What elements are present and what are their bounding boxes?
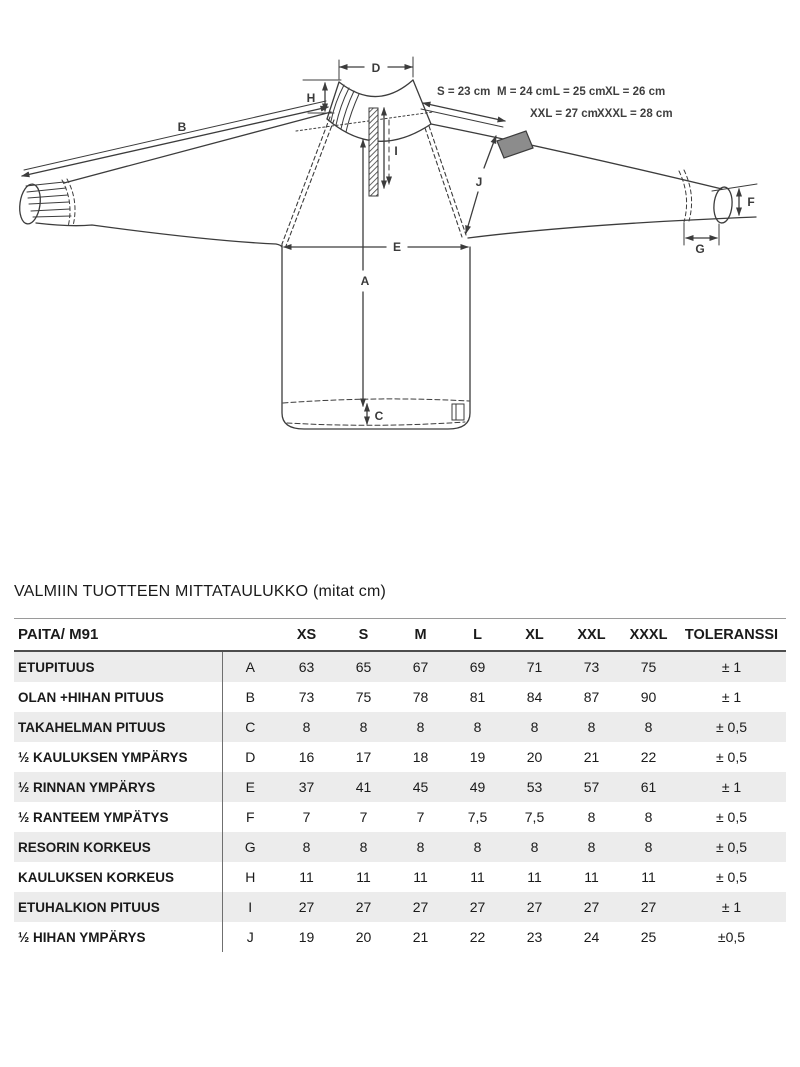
letter-column-header	[222, 619, 278, 652]
body	[282, 245, 470, 429]
table-row	[14, 742, 786, 772]
value-xxxl: 8	[644, 809, 653, 825]
dimension-letter: J	[246, 929, 254, 945]
dimension-i-arrow	[384, 108, 389, 188]
size-note-xxl: XXL = 27 cm	[530, 108, 598, 120]
value-xxl: 11	[584, 869, 599, 885]
left-raglan-seam	[282, 117, 330, 244]
size-header-xs: XS	[278, 619, 335, 652]
table-row	[14, 832, 786, 862]
value-xl: 84	[526, 689, 543, 705]
value-xs: 16	[298, 749, 315, 765]
measurement-label: RESORIN KORKEUS	[14, 832, 222, 862]
value-l: 11	[470, 869, 485, 885]
value-l: 8	[473, 719, 482, 735]
value-xs: 63	[298, 659, 315, 675]
measurement-label: ½ HIHAN YMPÄRYS	[14, 922, 222, 952]
value-s: 7	[359, 809, 368, 825]
value-l: 69	[469, 659, 486, 675]
left-sleeve	[17, 112, 331, 247]
value-xxl: 87	[583, 689, 600, 705]
value-xs: 37	[298, 779, 315, 795]
value-xs: 19	[298, 929, 315, 945]
tolerance-value: ± 0,5	[715, 719, 748, 735]
dimension-label-a: A	[360, 274, 370, 288]
dimension-letter: B	[245, 689, 255, 705]
value-m: 18	[412, 749, 429, 765]
value-xxl: 57	[583, 779, 600, 795]
measurement-label: ETUHALKION PITUUS	[14, 892, 222, 922]
value-s: 65	[355, 659, 372, 675]
value-xl: 53	[526, 779, 543, 795]
dimension-label-e: E	[392, 240, 402, 254]
tolerance-value: ± 1	[721, 689, 742, 705]
dimension-label-f: F	[747, 195, 755, 209]
zipper	[369, 108, 378, 196]
value-m: 45	[412, 779, 429, 795]
value-xl: 8	[530, 719, 539, 735]
dimension-letter: H	[245, 869, 256, 885]
tolerance-value: ± 1	[721, 899, 742, 915]
value-l: 27	[469, 899, 486, 915]
size-header-s: S	[335, 619, 392, 652]
dimension-label-i: I	[394, 144, 398, 158]
dimension-label-j: J	[475, 175, 483, 189]
measurement-table	[14, 618, 786, 952]
tolerance-value: ± 0,5	[715, 869, 748, 885]
value-xxxl: 90	[640, 689, 657, 705]
collar-to-patch-arrow	[421, 103, 505, 127]
value-xl: 23	[526, 929, 543, 945]
table-row	[14, 892, 786, 922]
value-xs: 7	[302, 809, 311, 825]
tolerance-value: ± 1	[721, 779, 742, 795]
value-l: 19	[469, 749, 486, 765]
value-xs: 8	[302, 839, 311, 855]
dimension-label-h: H	[306, 91, 316, 105]
collar-fold-line	[296, 112, 433, 131]
value-xl: 8	[530, 839, 539, 855]
value-xxxl: 8	[644, 839, 653, 855]
value-m: 21	[412, 929, 429, 945]
size-note-s: S = 23 cm	[437, 86, 491, 98]
measurement-label: TAKAHELMAN PITUUS	[14, 712, 222, 742]
value-xl: 20	[526, 749, 543, 765]
value-m: 27	[412, 899, 429, 915]
hem-tag	[452, 404, 464, 420]
tolerance-value: ±0,5	[717, 929, 746, 945]
dimension-label-c: C	[374, 409, 384, 423]
tolerance-value: ± 0,5	[715, 749, 748, 765]
table-row	[14, 802, 786, 832]
dimension-letter: I	[248, 899, 253, 915]
value-xxxl: 75	[640, 659, 657, 675]
size-note-m: M = 24 cm	[497, 86, 553, 98]
value-xxxl: 25	[640, 929, 657, 945]
value-xxl: 21	[583, 749, 600, 765]
size-header-l: L	[449, 619, 506, 652]
value-l: 81	[469, 689, 486, 705]
size-header-xxxl: XXXL	[620, 619, 677, 652]
value-xs: 11	[299, 869, 314, 885]
tolerance-value: ± 0,5	[715, 839, 748, 855]
value-xxl: 8	[587, 809, 596, 825]
size-header-m: M	[392, 619, 449, 652]
value-m: 7	[416, 809, 425, 825]
measurement-label: KAULUKSEN KORKEUS	[14, 862, 222, 892]
dimension-b-arrow	[22, 101, 328, 176]
value-m: 8	[416, 719, 425, 735]
sleeve-patch	[497, 131, 533, 158]
table-row	[14, 712, 786, 742]
table-row	[14, 651, 786, 682]
value-xxxl: 8	[644, 719, 653, 735]
measurement-label: ½ RINNAN YMPÄRYS	[14, 772, 222, 802]
dimension-letter: D	[245, 749, 256, 765]
collar	[327, 80, 431, 141]
table-row	[14, 862, 786, 892]
dimension-label-g: G	[695, 242, 705, 256]
product-name: PAITA/ M91	[14, 619, 222, 652]
table-row	[14, 922, 786, 952]
measurement-label: OLAN +HIHAN PITUUS	[14, 682, 222, 712]
value-xxl: 27	[583, 899, 600, 915]
value-xxxl: 27	[640, 899, 657, 915]
value-xl: 27	[526, 899, 543, 915]
dimension-letter: F	[245, 809, 255, 825]
value-xl: 11	[527, 869, 542, 885]
value-xxxl: 22	[640, 749, 657, 765]
table-header	[14, 619, 786, 652]
dimension-letter: C	[245, 719, 256, 735]
right-raglan-seam-inner	[425, 128, 462, 237]
value-m: 8	[416, 839, 425, 855]
value-xs: 8	[302, 719, 311, 735]
left-raglan-seam-inner	[286, 120, 334, 246]
tolerance-header: TOLERANSSI	[677, 619, 786, 652]
value-xl: 7,5	[524, 809, 545, 825]
value-s: 8	[359, 839, 368, 855]
right-raglan-seam	[429, 126, 466, 235]
dimension-label-d: D	[371, 61, 381, 75]
value-l: 8	[473, 839, 482, 855]
value-l: 22	[469, 929, 486, 945]
table-row	[14, 772, 786, 802]
value-s: 11	[356, 869, 371, 885]
value-s: 27	[355, 899, 372, 915]
value-xs: 27	[298, 899, 315, 915]
size-note-l: L = 25 cm	[553, 86, 606, 98]
value-xxxl: 61	[640, 779, 657, 795]
value-xxl: 8	[587, 839, 596, 855]
value-l: 49	[469, 779, 486, 795]
measurement-label: ETUPITUUS	[14, 651, 222, 682]
size-header-xl: XL	[506, 619, 563, 652]
value-xl: 71	[526, 659, 543, 675]
value-s: 41	[355, 779, 372, 795]
tolerance-value: ± 1	[721, 659, 742, 675]
size-note-xxxl: XXXL = 28 cm	[597, 108, 673, 120]
value-l: 7,5	[467, 809, 488, 825]
value-s: 20	[355, 929, 372, 945]
table-row	[14, 682, 786, 712]
measurement-label: ½ KAULUKSEN YMPÄRYS	[14, 742, 222, 772]
value-xs: 73	[298, 689, 315, 705]
shirt-technical-drawing	[0, 0, 800, 470]
value-xxl: 24	[583, 929, 600, 945]
table-title: VALMIIN TUOTTEEN MITTATAULUKKO (mitat cm)	[14, 583, 387, 600]
table-body	[14, 651, 786, 952]
size-note-xl: XL = 26 cm	[605, 86, 666, 98]
header-row	[14, 619, 786, 652]
value-s: 17	[355, 749, 372, 765]
value-s: 75	[355, 689, 372, 705]
size-header-xxl: XXL	[563, 619, 620, 652]
dimension-letter: G	[244, 839, 256, 855]
value-m: 78	[412, 689, 429, 705]
dimension-letter: E	[245, 779, 255, 795]
value-xxl: 8	[587, 719, 596, 735]
dimension-letter: A	[245, 659, 255, 675]
value-m: 11	[413, 869, 428, 885]
measurement-label: ½ RANTEEM YMPÄTYS	[14, 802, 222, 832]
tolerance-value: ± 0,5	[715, 809, 748, 825]
value-m: 67	[412, 659, 429, 675]
value-s: 8	[359, 719, 368, 735]
value-xxl: 73	[583, 659, 600, 675]
dimension-label-b: B	[177, 120, 187, 134]
value-xxxl: 11	[641, 869, 656, 885]
